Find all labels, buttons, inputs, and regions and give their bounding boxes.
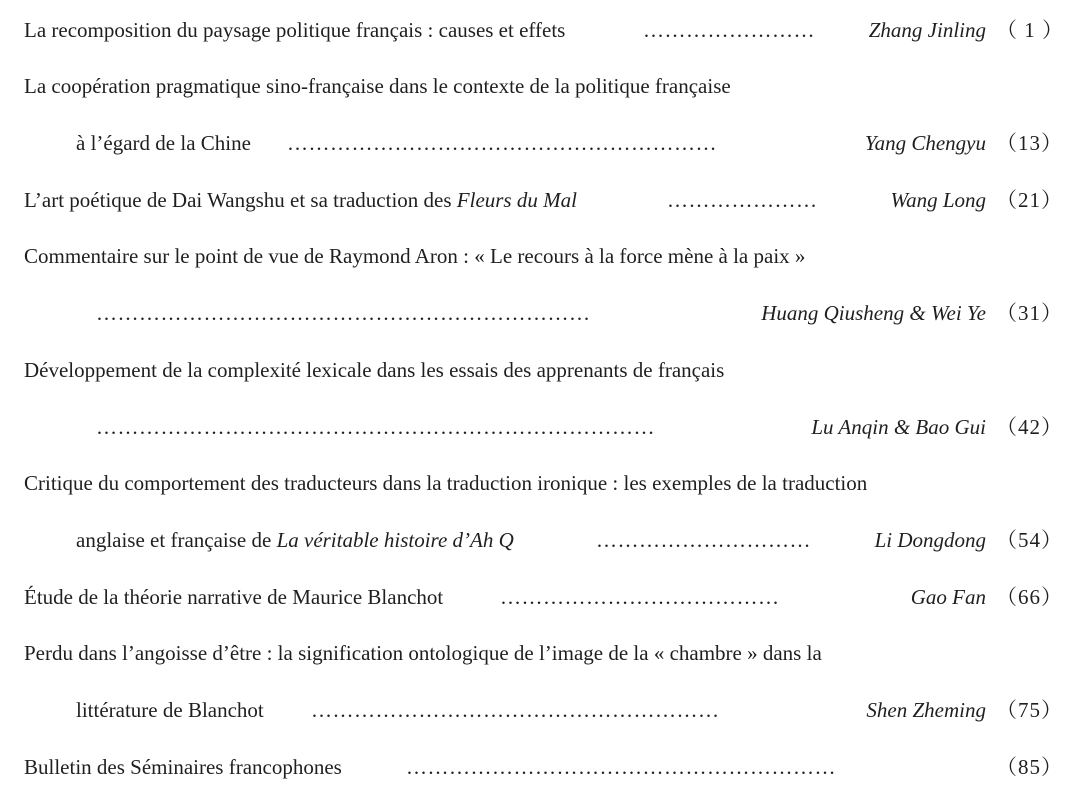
entry-title: La recomposition du paysage politique français : causes et effets <box>24 18 566 42</box>
toc-entry[interactable] <box>0 747 1080 787</box>
toc-entry[interactable] <box>0 10 1080 50</box>
toc-entry[interactable] <box>0 633 1080 673</box>
entry-title: La coopération pragmatique sino-française dans le contexte de la politique française <box>24 74 731 98</box>
entry-title: Critique du comportement des traducteurs dans la traduction ironique : les exemples de la traduction <box>24 471 868 495</box>
toc-entry[interactable] <box>0 350 1080 390</box>
entry-page-number: （ 1 ） <box>996 18 1064 42</box>
entry-page-number: （21） <box>996 188 1063 212</box>
entry-page-number: （66） <box>996 585 1063 609</box>
entry-page-number: （75） <box>996 698 1063 722</box>
entry-author: Huang Qiusheng & Wei Ye <box>761 301 986 325</box>
leader-dots: …………………… <box>643 18 815 42</box>
leader-dots: …………………………………………………… <box>406 755 836 779</box>
leader-dots: ………………………………………………… <box>311 698 720 722</box>
toc-entry[interactable] <box>0 463 1080 503</box>
leader-dots: …………………………………………………………………… <box>96 415 655 439</box>
leader-dots: …………………………………………………… <box>287 131 717 155</box>
entry-title: littérature de Blanchot <box>76 698 264 722</box>
entry-page-number: （13） <box>996 131 1063 155</box>
entry-page-number: （85） <box>996 755 1063 779</box>
toc-entry[interactable] <box>0 577 1080 617</box>
toc-entry[interactable] <box>0 66 1080 106</box>
entry-page-number: （54） <box>996 528 1063 552</box>
entry-page-number: （42） <box>996 415 1063 439</box>
entry-title: anglaise et française de La véritable histoire d’Ah Q <box>76 528 514 552</box>
toc-entry[interactable] <box>0 236 1080 276</box>
entry-author: Lu Anqin & Bao Gui <box>811 415 986 439</box>
entry-title: L’art poétique de Dai Wangshu et sa traduction des Fleurs du Mal <box>24 188 577 212</box>
entry-title: Bulletin des Séminaires francophones <box>24 755 342 779</box>
entry-author: Li Dongdong <box>874 528 986 552</box>
entry-author: Shen Zheming <box>866 698 986 722</box>
entry-page-number: （31） <box>996 301 1063 325</box>
leader-dots: …………………………………………………………… <box>96 301 591 325</box>
entry-author: Wang Long <box>890 188 986 212</box>
toc-entry-continuation[interactable] <box>0 520 1080 560</box>
entry-author: Yang Chengyu <box>864 131 986 155</box>
entry-author: Gao Fan <box>910 585 986 609</box>
entry-title: Perdu dans l’angoisse d’être : la signification ontologique de l’image de la « chambre » dans la <box>24 641 822 665</box>
leader-dots: ………………………………… <box>500 585 780 609</box>
toc-entry[interactable] <box>0 180 1080 220</box>
leader-dots: ………………………… <box>596 528 811 552</box>
toc-entry-continuation[interactable] <box>0 690 1080 730</box>
entry-author: Zhang Jinling <box>868 18 986 42</box>
toc-entry-continuation[interactable] <box>0 123 1080 163</box>
toc-entry-continuation[interactable] <box>0 407 1080 447</box>
leader-dots: ………………… <box>667 188 818 212</box>
toc-entry-continuation[interactable] <box>0 293 1080 333</box>
entry-title: Commentaire sur le point de vue de Raymond Aron : « Le recours à la force mène à la paix » <box>24 244 806 268</box>
entry-title: à l’égard de la Chine <box>76 131 251 155</box>
entry-title: Étude de la théorie narrative de Maurice Blanchot <box>24 585 444 609</box>
entry-title: Développement de la complexité lexicale dans les essais des apprenants de français <box>24 358 725 382</box>
